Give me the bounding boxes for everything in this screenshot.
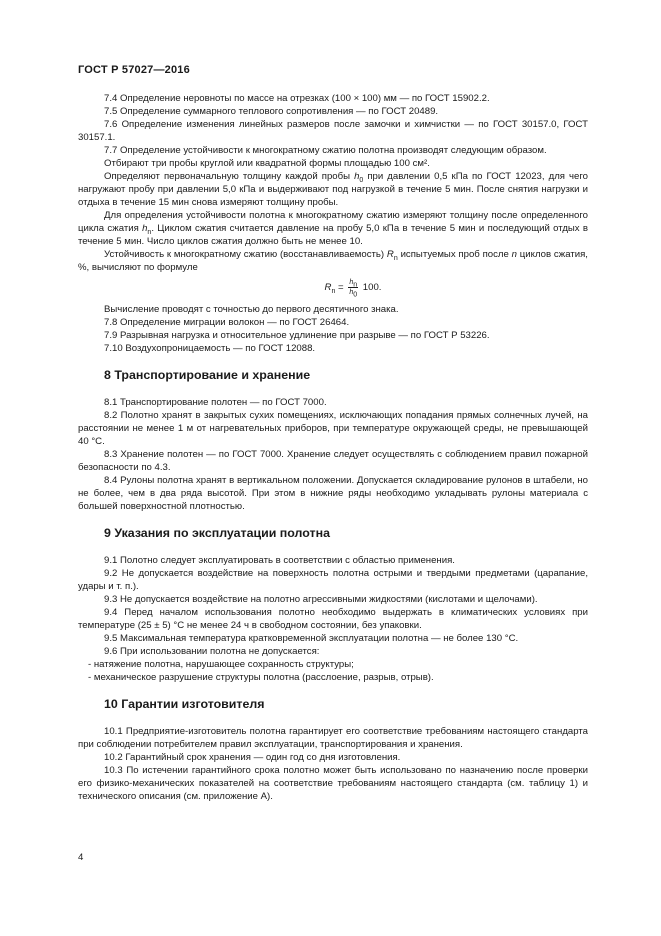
clause-7-7: 7.7 Определение устойчивости к многократному сжатию полотна производят следующим образом. (104, 145, 547, 156)
clause-7-10: 7.10 Воздухопроницаемость — по ГОСТ 12088. (104, 343, 316, 354)
list-item: - механическое разрушение структуры полотна (расслоение, разрыв, отрыв). (88, 672, 434, 683)
clause-7-4: 7.4 Определение неровноты по массе на отрезках (100 × 100) мм — по ГОСТ 15902.2. (104, 93, 490, 104)
clause-8-1: 8.1 Транспортирование полотен — по ГОСТ 7000. (104, 397, 327, 408)
formula-fraction: $\frac{h_n}{h_0}$ (349, 279, 358, 299)
list-item: - натяжение полотна, нарушающее сохранность структуры; (88, 659, 354, 670)
clause-8-3: 8.3 Хранение полотен — по ГОСТ 7000. Хранение следует осуществлять с соблюдением правил пожарной безопасности по 4.3. (78, 449, 588, 473)
document-header: ГОСТ Р 57027—2016 (78, 64, 190, 76)
clause-7-8: 7.8 Определение миграции волокон — по ГОСТ 26464. (104, 317, 350, 328)
clause-9-3: 9.3 Не допускается воздействие на полотно агрессивными жидкостями (кислотами и щелочами). (104, 594, 538, 605)
recovery-formula: $R_n$ = $\frac{h_n}{h_0}$ 100. (324, 279, 382, 299)
document-body (78, 92, 588, 803)
clause-7-7-samples: Отбирают три пробы круглой или квадратной формы площадью 100 см². (104, 158, 430, 169)
clause-7-6: 7.6 Определение изменения линейных размеров после замочки и химчистки — по ГОСТ 30157.0, ГОСТ 30157.1. (78, 119, 588, 143)
clause-10-3: 10.3 По истечении гарантийного срока полотно может быть использовано по назначению после проверки его физико-механических показателей на соответствие требованиям настоящего стандарта (см. таблицу 1) и технического описания (см. приложение А). (78, 765, 588, 802)
clause-8-4: 8.4 Рулоны полотна хранят в вертикальном положении. Допускается складирование рулонов в штабели, но не более, чем в два ряда высотой. При этом в нижние ряды необходимо укладывать рулоны материала с большей поверхностной плотностью. (78, 475, 588, 512)
clause-7-7-cycle: Для определения устойчивости полотна к многократному сжатию измеряют толщину после определенного цикла сжатия $h_n$. Циклом сжатия считается давление на пробу 5,0 кПа в течение 5 мин и последующий отдых в течение 5 мин. Число циклов сжатия должно быть не менее 10. (78, 210, 588, 247)
clause-9-2: 9.2 Не допускается воздействие на поверхность полотна острыми и твердыми предметами (царапание, удары и т. п.). (78, 568, 588, 592)
clause-7-7-precision: Вычисление проводят с точностью до первого десятичного знака. (104, 304, 399, 315)
clause-9-1: 9.1 Полотно следует эксплуатировать в соответствии с областью применения. (104, 555, 455, 566)
page-number: 4 (78, 852, 84, 863)
clause-7-7-initial-thickness: Определяют первоначальную толщину каждой пробы $h_0$ при давлении 0,5 кПа по ГОСТ 12023, для чего нагружают пробу при давлении 5,0 кПа и выдерживают под нагрузкой в течение 5 мин. После снятия нагрузки и отдыха в течение 15 мин снова измеряют толщину пробы. (78, 171, 588, 208)
clause-10-1: 10.1 Предприятие-изготовитель полотна гарантирует его соответствие требованиям настоящего стандарта при соблюдении потребителем правил эксплуатации, транспортирования и хранения. (78, 726, 588, 750)
section-8-title: 8 Транспортирование и хранение (104, 368, 311, 382)
section-10-title: 10 Гарантии изготовителя (104, 697, 265, 711)
clause-9-5: 9.5 Максимальная температура кратковременной эксплуатации полотна — не более 130 °С. (104, 633, 519, 644)
clause-7-9: 7.9 Разрывная нагрузка и относительное удлинение при разрыве — по ГОСТ Р 53226. (104, 330, 490, 341)
clause-10-2: 10.2 Гарантийный срок хранения — один год со дня изготовления. (104, 752, 401, 763)
clause-8-2: 8.2 Полотно хранят в закрытых сухих помещениях, исключающих попадания прямых солнечных лучей, на расстоянии не менее 1 м от нагревательных приборов, при температуре окружающей среды, не превышающей 40 °С. (78, 410, 588, 447)
section-9-title: 9 Указания по эксплуатации полотна (104, 526, 330, 540)
clause-7-7-recovery: Устойчивость к многократному сжатию (восстанавливаемость) $R_n$ испытуемых проб после n циклов сжатия, %, вычисляют по формуле (78, 249, 588, 273)
clause-7-5: 7.5 Определение суммарного теплового сопротивления — по ГОСТ 20489. (104, 106, 439, 117)
clause-9-4: 9.4 Перед началом использования полотно необходимо выдержать в климатических условиях при температуре (25 ± 5) °С не менее 24 ч в свободном состоянии, без упаковки. (78, 607, 588, 631)
clause-9-6: 9.6 При использовании полотна не допускается: (104, 646, 320, 657)
